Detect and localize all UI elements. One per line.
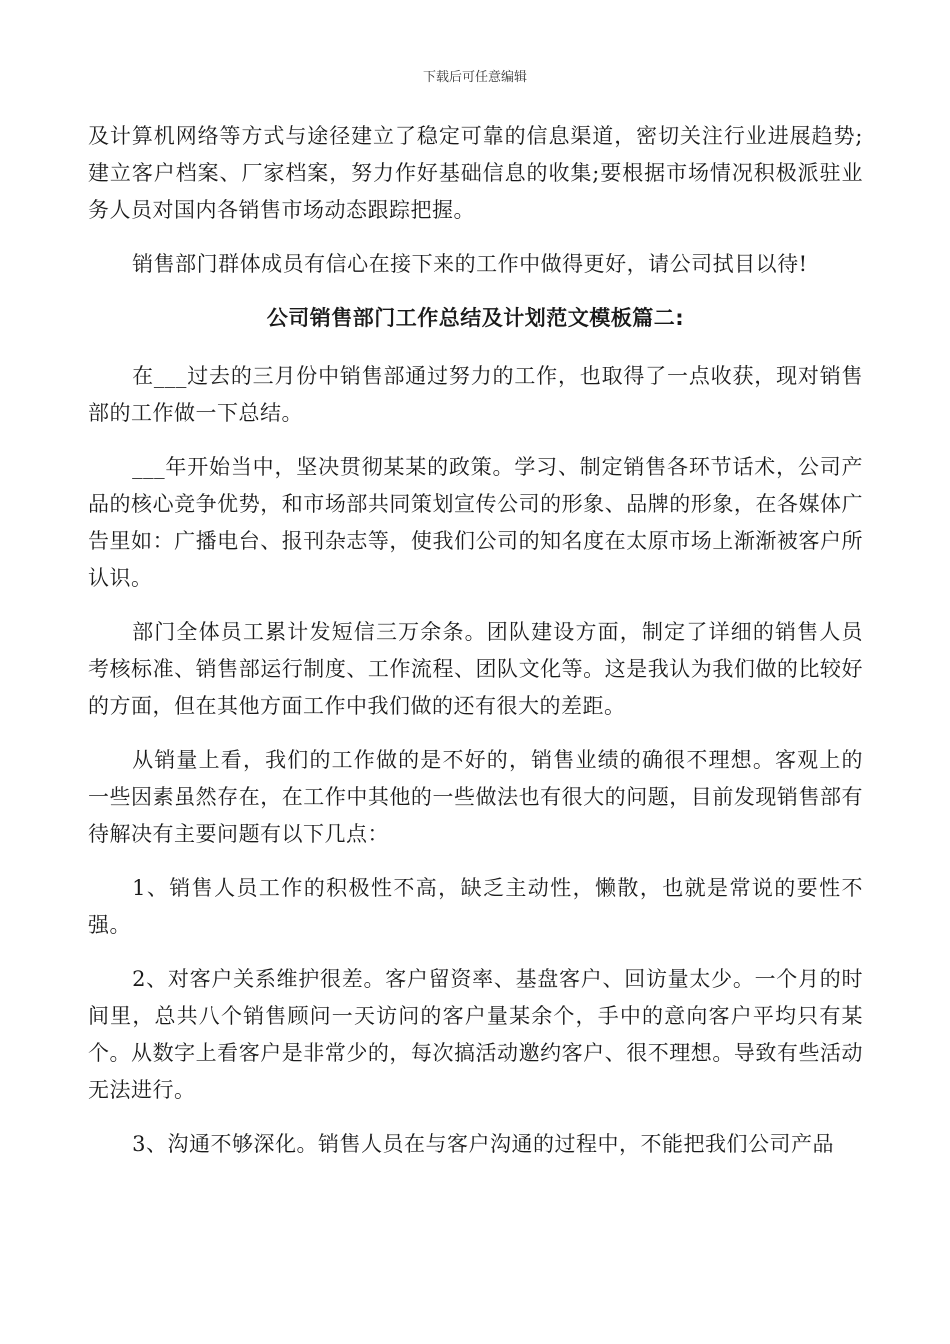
paragraph-confidence: 销售部门群体成员有信心在接下来的工作中做得更好，请公司拭目以待!: [132, 252, 808, 276]
list-item-3: 3、沟通不够深化。销售人员在与客户沟通的过程中，不能把我们公司产品: [132, 1132, 834, 1156]
paragraph-intro: 在___过去的三月份中销售部通过努力的工作，也取得了一点收获，现对销售部的工作做一下总结。: [88, 364, 863, 425]
paragraph-sales: 从销量上看，我们的工作做的是不好的，销售业绩的确很不理想。客观上的一些因素虽然存在，在工作中其他的一些做法也有很大的问题，目前发现销售部有待解决有主要问题有以下几点：: [88, 748, 863, 846]
section-heading: 公司销售部门工作总结及计划范文模板篇二:: [266, 306, 685, 330]
page-header-note: 下载后可任意编辑: [422, 70, 527, 85]
paragraph-continuation: 及计算机网络等方式与途径建立了稳定可靠的信息渠道，密切关注行业进展趋势;建立客户档案、厂家档案，努力作好基础信息的收集;要根据市场情况积极派驻业务人员对国内各销售市场动态跟踪把握。: [88, 124, 863, 222]
paragraph-team: 部门全体员工累计发短信三万余条。团队建设方面，制定了详细的销售人员考核标准、销售部运行制度、工作流程、团队文化等。这是我认为我们做的比较好的方面，但在其他方面工作中我们做的还有很大的差距。: [88, 620, 863, 718]
document-body: [88, 118, 863, 1180]
list-item-2: 2、对客户关系维护很差。客户留资率、基盘客户、回访量太少。一个月的时间里，总共八个销售顾问一天访问的客户量某余个，手中的意向客户平均只有某个。从数字上看客户是非常少的，每次搞活动邀约客户、很不理想。导致有些活动无法进行。: [88, 967, 863, 1102]
list-item-1: 1、销售人员工作的积极性不高，缺乏主动性，懒散，也就是常说的要性不强。: [88, 876, 863, 937]
paragraph-year: ___年开始当中，坚决贯彻某某的政策。学习、制定销售各环节话术，公司产品的核心竞争优势，和市场部共同策划宣传公司的形象、品牌的形象，在各媒体广告里如：广播电台、报刊杂志等，使我们公司的知名度在太原市场上渐渐被客户所认识。: [88, 455, 863, 590]
